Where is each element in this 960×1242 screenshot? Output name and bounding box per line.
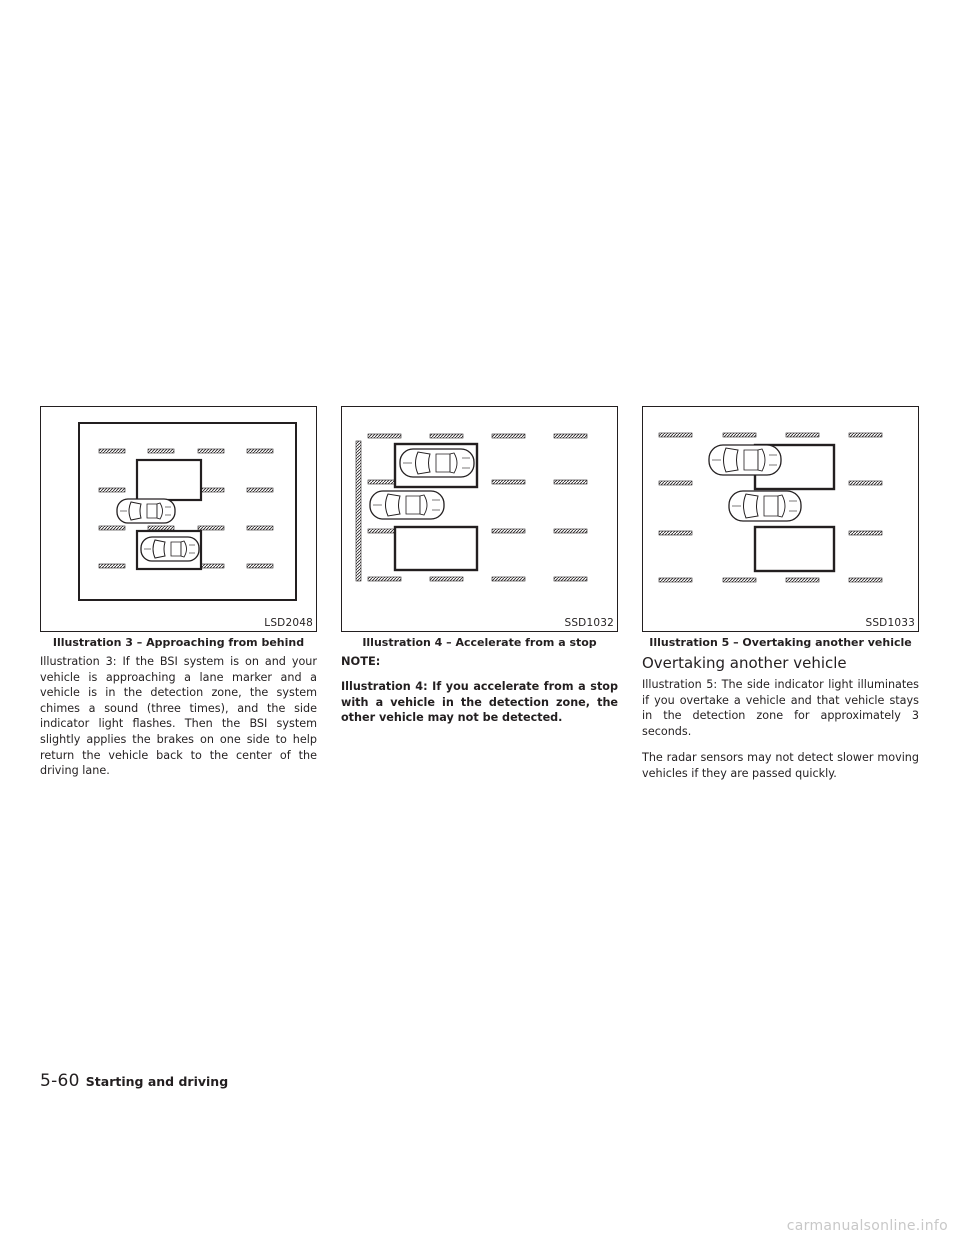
- section-title: Overtaking another vehicle: [642, 654, 847, 672]
- figure-illustration-4: [341, 406, 618, 632]
- chapter-title: Starting and driving: [85, 1074, 229, 1089]
- figure-illustration-5: [642, 406, 919, 632]
- figure-caption: Illustration 4 – Accelerate from a stop: [362, 636, 597, 649]
- illustration-4-diagram: [342, 407, 617, 631]
- body-paragraph: The radar sensors may not detect slower moving vehicles if they are passed quickly.: [642, 751, 919, 780]
- illustration-3-diagram: [41, 407, 316, 631]
- illustration-5-diagram: [643, 407, 918, 631]
- figure-code: SSD1032: [564, 617, 614, 629]
- body-paragraph: Illustration 5: The side indicator light illuminates if you overtake a vehicle and that vehicle stays in the detection zone for approximately 3 seconds.: [642, 678, 919, 738]
- figure-caption: Illustration 3 – Approaching from behind: [52, 636, 305, 649]
- column-2: [341, 406, 618, 726]
- body-paragraph: Illustration 3: If the BSI system is on and your vehicle is approaching a lane marker and a vehicle is in the detection zone, the system chimes a sound (three times), and the side indicator light flashes. Then the BSI system slightly applies the brakes on one side to help return the vehicle back to the center of the driving lane.: [40, 655, 317, 778]
- page-footer: [40, 1071, 228, 1091]
- figure-illustration-3: [40, 406, 317, 632]
- note-heading: NOTE:: [341, 654, 381, 668]
- figure-caption: Illustration 5 – Overtaking another vehicle: [649, 636, 912, 649]
- column-3: [642, 406, 919, 782]
- page-number: 5-60: [40, 1071, 80, 1091]
- figure-code: LSD2048: [264, 617, 313, 629]
- figure-code: SSD1033: [865, 617, 915, 629]
- note-text: Illustration 4: If you accelerate from a stop with a vehicle in the detection zone, the other vehicle may not be detected.: [341, 680, 618, 725]
- column-1: [40, 406, 317, 779]
- watermark: carmanualsonline.info: [786, 1218, 948, 1234]
